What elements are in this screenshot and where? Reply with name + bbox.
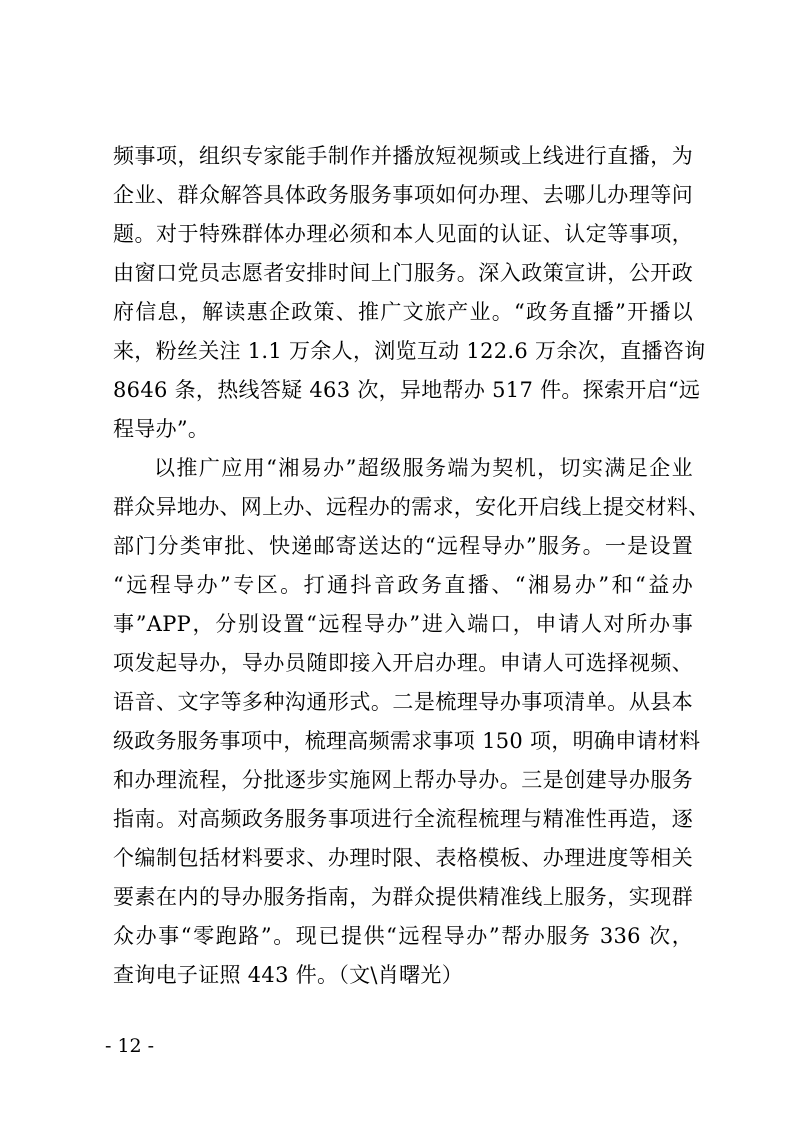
paragraph-line: 部门分类审批、快递邮寄送达的“远程导办”服务。一是设置 bbox=[113, 534, 693, 558]
paragraph-line: 众办事“零跑路”。现已提供“远程导办”帮办服务 336 次， bbox=[113, 924, 693, 948]
paragraph-line: 语音、文字等多种沟通形式。二是梳理导办事项清单。从县本 bbox=[113, 690, 693, 714]
paragraph-line: “远程导办”专区。打通抖音政务直播、“湘易办”和“益办 bbox=[113, 573, 693, 597]
paragraph-line: 群众异地办、网上办、远程办的需求，安化开启线上提交材料、 bbox=[113, 495, 710, 519]
paragraph-line: 项发起导办，导办员随即接入开启办理。申请人可选择视频、 bbox=[113, 651, 693, 675]
paragraph-line: 程导办”。 bbox=[113, 417, 210, 441]
paragraph-line: 频事项，组织专家能手制作并播放短视频或上线进行直播，为 bbox=[113, 144, 693, 168]
paragraph-line: 要素在内的导办服务指南，为群众提供精准线上服务，实现群 bbox=[113, 885, 693, 909]
paragraph-line: 府信息，解读惠企政策、推广文旅产业。“政务直播”开播以 bbox=[113, 300, 693, 324]
paragraph-line: 和办理流程，分批逐步实施网上帮办导办。三是创建导办服务 bbox=[113, 768, 693, 792]
paragraph-line: 来，粉丝关注 1.1 万余人，浏览互动 122.6 万余次，直播咨询 bbox=[113, 339, 706, 363]
paragraph-line: 题。对于特殊群体办理必须和本人见面的认证、认定等事项， bbox=[113, 222, 693, 246]
paragraph-line: 以推广应用“湘易办”超级服务端为契机，切实满足企业 bbox=[154, 456, 693, 480]
paragraph-line: 级政务服务事项中，梳理高频需求事项 150 项，明确申请材料 bbox=[113, 729, 701, 753]
paragraph-line: 由窗口党员志愿者安排时间上门服务。深入政策宣讲，公开政 bbox=[113, 261, 693, 285]
paragraph-line: 指南。对高频政务服务事项进行全流程梳理与精准性再造，逐 bbox=[113, 807, 693, 831]
page-number: - 12 - bbox=[105, 1035, 155, 1057]
paragraph-line: 8646 条，热线答疑 463 次，异地帮办 517 件。探索开启“远 bbox=[113, 378, 701, 402]
paragraph-line: 个编制包括材料要求、办理时限、表格模板、办理进度等相关 bbox=[113, 846, 693, 870]
paragraph-line: 查询电子证照 443 件。（文\肖曙光） bbox=[113, 963, 464, 987]
paragraph-line: 事”APP，分别设置“远程导办”进入端口，申请人对所办事 bbox=[113, 612, 693, 636]
paragraph-line: 企业、群众解答具体政务服务事项如何办理、去哪儿办理等问 bbox=[113, 183, 693, 207]
